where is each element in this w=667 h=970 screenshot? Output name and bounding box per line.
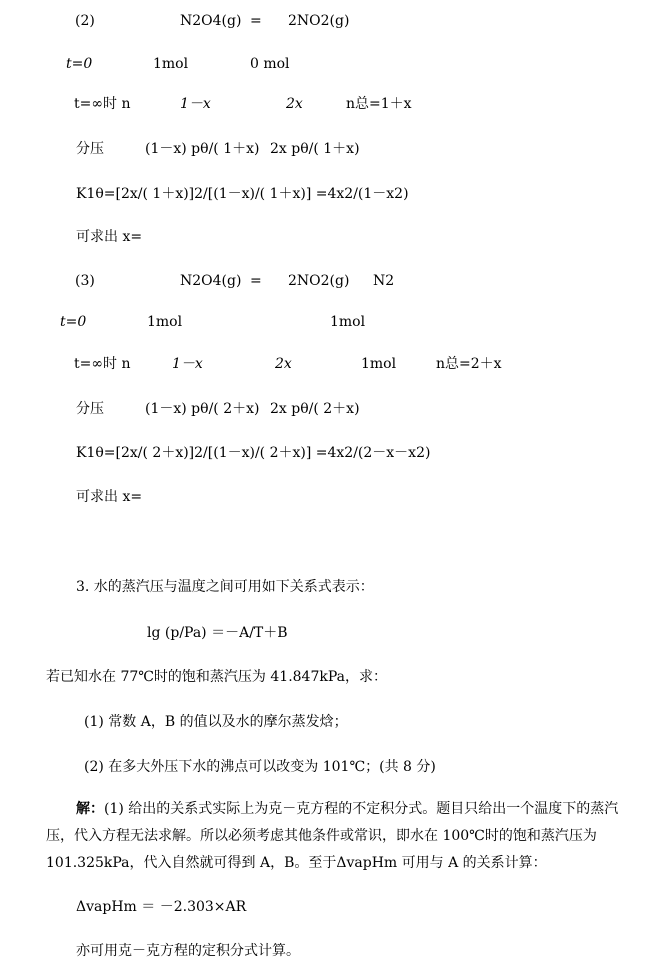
part3-k-expr: K1θ=[2x/( 2＋x)]2/[(1－x)/( 2＋x)] =4x2/(2－x－x2) xyxy=(76,445,431,461)
question3-item2: (2) 在多大外压下水的沸点可以改变为 101℃；(共 8 分) xyxy=(84,759,436,775)
question3-title: 3. 水的蒸汽压与温度之间可用如下关系式表示： xyxy=(76,579,374,595)
part2-tinf-a: 1－x xyxy=(180,96,211,112)
part2-partial-label: 分压 xyxy=(76,141,104,157)
part3-extra: N2 xyxy=(373,273,395,289)
answer-note: 亦可用克－克方程的定积分式计算。 xyxy=(76,943,300,959)
part2-reaction-left: N2O4(g) xyxy=(180,13,242,29)
part3-reaction-left: N2O4(g) xyxy=(180,273,242,289)
part3-t0-b: 1mol xyxy=(330,314,366,330)
part2-tinf-b: 2x xyxy=(286,96,303,112)
part2-t0-a: 1mol xyxy=(153,56,189,72)
part3-tinf-label: t=∞时 n xyxy=(74,356,131,372)
part3-reaction-right: 2NO2(g) xyxy=(288,273,350,289)
part3-tinf-c: 1mol xyxy=(361,356,397,372)
answer-paragraph xyxy=(46,796,636,877)
part3-tinf-a: 1－x xyxy=(172,356,203,372)
part2-tinf-total: n总=1＋x xyxy=(346,96,412,112)
part3-tinf-total: n总=2＋x xyxy=(436,356,502,372)
question3-item1: (1) 常数 A，B 的值以及水的摩尔蒸发焓； xyxy=(84,714,348,730)
part2-reaction-right: 2NO2(g) xyxy=(288,13,350,29)
part3-solve: 可求出 x= xyxy=(76,489,143,505)
part3-partial-label: 分压 xyxy=(76,401,104,417)
part2-tinf-label: t=∞时 n xyxy=(74,96,131,112)
answer-label: 解： xyxy=(76,801,104,817)
part2-partial-b: 2x pθ/( 1＋x) xyxy=(270,141,360,157)
answer-formula: ΔvapHm ＝ －2.303×AR xyxy=(76,899,247,915)
part3-t0-label: t=0 xyxy=(60,314,87,330)
part3-label: (3) xyxy=(75,273,95,289)
part3-partial-a: (1－x) pθ/( 2＋x) xyxy=(145,401,260,417)
part2-solve: 可求出 x= xyxy=(76,229,143,245)
question3-formula: lg (p/Pa) ＝－A/T＋B xyxy=(147,625,288,641)
part3-partial-b: 2x pθ/( 2＋x) xyxy=(270,401,360,417)
part2-t0-b: 0 mol xyxy=(250,56,290,72)
answer-text: (1) 给出的关系式实际上为克－克方程的不定积分式。题目只给出一个温度下的蒸汽压，代入方程无法求解。所以必须考虑其他条件或常识，即水在 100℃时的饱和蒸汽压为 101.325kPa，代入自然就可得到 A，B。至于ΔvapHm 可用与 A 的关系计算： xyxy=(46,801,619,871)
part3-t0-a: 1mol xyxy=(147,314,183,330)
part2-eq: = xyxy=(250,13,262,29)
part3-eq: = xyxy=(250,273,262,289)
part3-tinf-b: 2x xyxy=(275,356,292,372)
part2-label: (2) xyxy=(75,13,95,29)
question3-given: 若已知水在 77℃时的饱和蒸汽压为 41.847kPa，求： xyxy=(46,669,387,685)
part2-partial-a: (1－x) pθ/( 1＋x) xyxy=(145,141,260,157)
part2-t0-label: t=0 xyxy=(66,56,93,72)
part2-k-expr: K1θ=[2x/( 1＋x)]2/[(1－x)/( 1＋x)] =4x2/(1－x2) xyxy=(76,186,409,202)
